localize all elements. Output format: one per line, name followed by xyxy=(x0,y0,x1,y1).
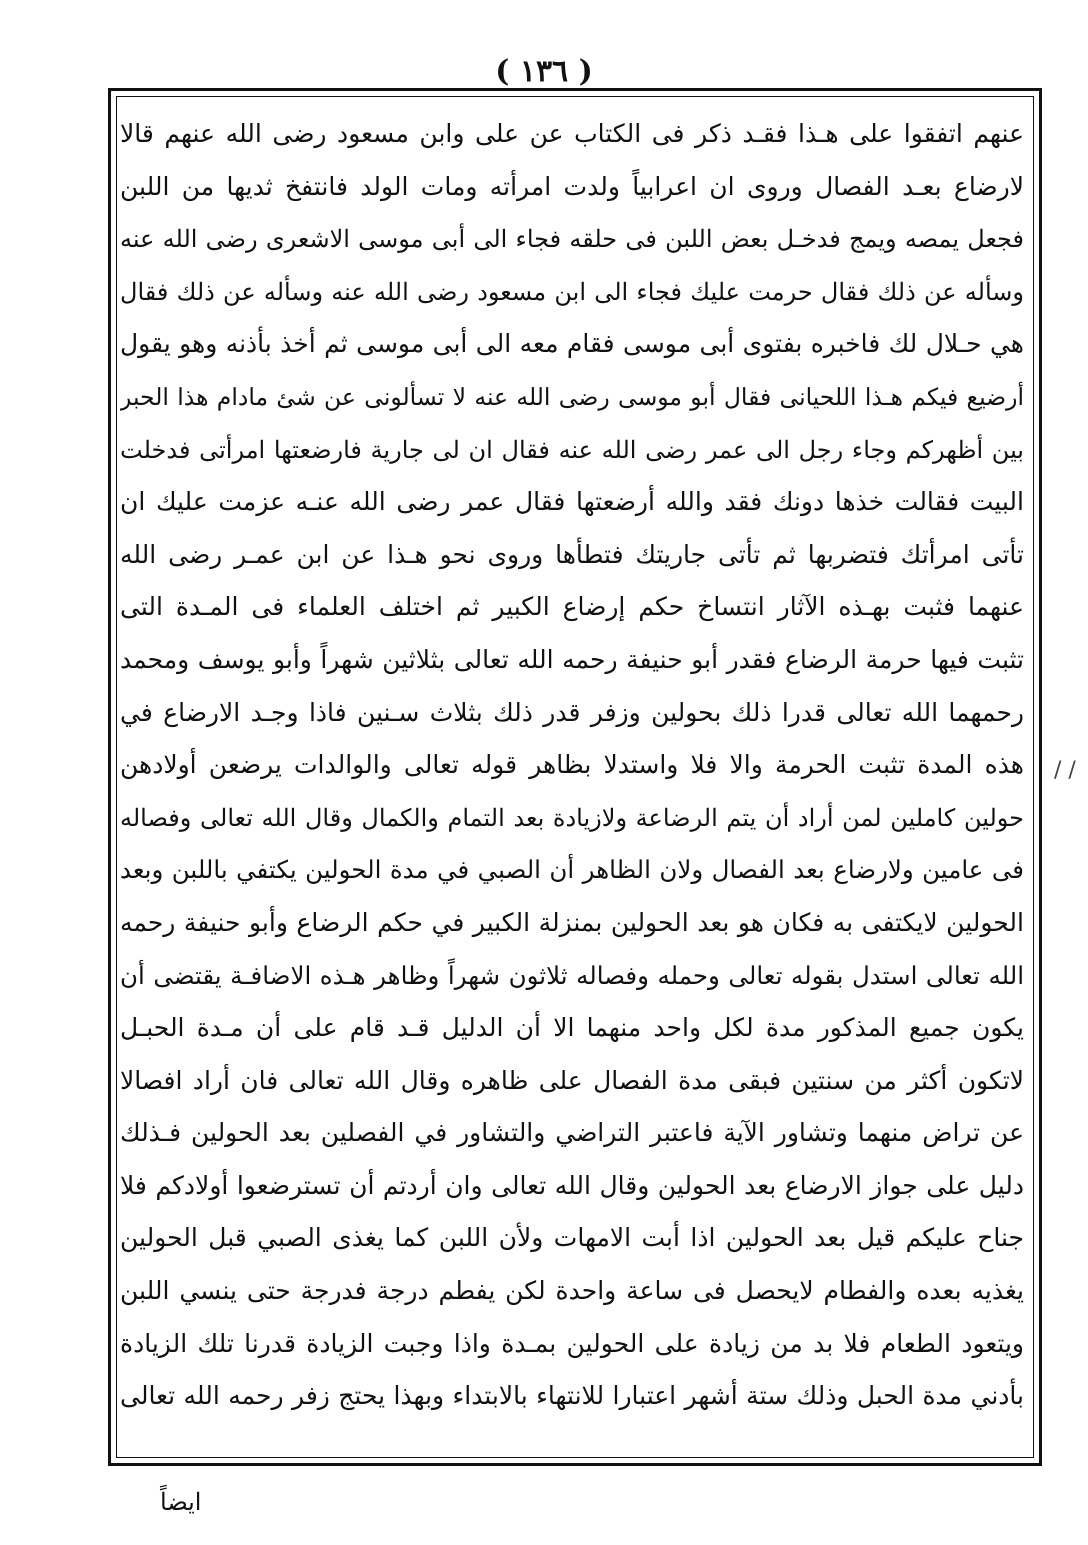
catchword: ايضاً xyxy=(160,1488,202,1516)
text-line-17: الله تعالى استدل بقوله تعالى وحمله وفصاله ثلاثون شهراً وظاهر هـذه الاضافـة يقتضى أن xyxy=(120,960,1024,990)
text-line-20: عن تراض منهما وتشاور الآية فاعتبر التراضي والتشاور في الفصلين بعد الحولين فـذلك xyxy=(120,1118,1024,1148)
text-line-23: يغذيه بعده والفطام لايحصل فى ساعة واحدة لكن يفطم درجة فدرجة حتى ينسي اللبن xyxy=(120,1276,1024,1306)
text-line-25: بأدني مدة الحبل وذلك ستة أشهر اعتبارا للانتهاء بالابتداء وبهذا يحتج زفر رحمه الله تعالى xyxy=(120,1381,1024,1411)
main-text-block xyxy=(120,108,1024,1423)
text-line-9: تأتى امرأتك فتضربها ثم تأتى جاريتك فتطأها وروى نحو هـذا عن ابن عمـر رضى الله xyxy=(120,539,1024,569)
text-line-2: لارضاع بعـد الفصال وروى ان اعرابياً ولدت امرأته ومات الولد فانتفخ ثديها من اللبن xyxy=(120,171,1024,201)
text-line-1: عنهم اتفقوا على هـذا فقـد ذكر فى الكتاب عن على وابن مسعود رضى الله عنهم قالا xyxy=(120,119,1024,148)
text-line-16: الحولين لايكتفى به فكان هو بعد الحولين بمنزلة الكبير في حكم الرضاع وأبو حنيفة رحمه xyxy=(120,907,1024,937)
text-line-6: أرضيع فيكم هـذا اللحيانى فقال أبو موسى رضى الله عنه لا تسألونى عن شئ مادام هذا الحبر xyxy=(120,382,1024,411)
text-line-5: هي حـلال لك فاخبره بفتوى أبى موسى فقام معه الى أبى موسى ثم أخذ بأذنه وهو يقول xyxy=(120,329,1024,359)
text-line-13: هذه المدة تثبت الحرمة والا فلا واستدلا بظاهر قوله تعالى والوالدات يرضعن أولادهن xyxy=(120,750,1024,780)
text-line-15: فى عامين ولارضاع بعد الفصال ولان الظاهر أن الصبي في مدة الحولين يكتفي باللبن وبعد xyxy=(120,855,1024,885)
text-line-21: دليل على جواز الارضاع بعد الحولين وقال الله تعالى وان أردتم أن تسترضعوا أولادكم فلا xyxy=(120,1170,1024,1200)
text-line-12: رحمهما الله تعالى قدرا ذلك بحولين وزفر قدر ذلك بثلاث سـنين فاذا وجـد الارضاع في xyxy=(120,697,1024,727)
text-line-24: ويتعود الطعام فلا بد من زيادة على الحولين بمـدة واذا وجبت الزيادة قدرنا تلك الزيادة xyxy=(120,1328,1024,1358)
text-line-8: البيت فقالت خذها دونك فقد والله أرضعتها فقال عمر رضى الله عنـه عزمت عليك ان xyxy=(120,487,1024,517)
text-line-3: فجعل يمصه ويمج فدخـل بعض اللبن فى حلقه فجاء الى أبى موسى الاشعرى رضى الله عنه xyxy=(120,225,1024,254)
text-line-4: وسأله عن ذلك فقال حرمت عليك فجاء الى ابن مسعود رضى الله عنه وسأله عن ذلك فقال xyxy=(120,277,1024,306)
text-line-7: بين أظهركم وجاء رجل الى عمر رضى الله عنه فقال ان لى جارية فارضعتها امرأتى فدخلت xyxy=(120,435,1024,464)
text-line-19: لاتكون أكثر من سنتين فبقى مدة الفصال على ظاهره وقال الله تعالى فان أراد افصالا xyxy=(120,1065,1024,1095)
text-line-14: حولين كاملين لمن أراد أن يتم الرضاعة ولازيادة بعد التمام والكمال وقال الله تعالى وفصاله xyxy=(120,803,1024,832)
text-line-10: عنهما فثبت بهـذه الآثار انتساخ حكم إرضاع الكبير ثم اختلف العلماء فى المـدة التى xyxy=(120,592,1024,622)
page-number: ( ١٣٦ ) xyxy=(495,54,593,89)
text-line-18: يكون جميع المذكور مدة لكل واحد منهما الا أن الدليل قـد قام على أن مـدة الحبـل xyxy=(120,1013,1024,1043)
text-line-22: جناح عليكم قيل بعد الحولين اذا أبت الامهات ولأن اللبن كما يغذى الصبي قبل الحولين xyxy=(120,1223,1024,1253)
margin-mark: / / xyxy=(1054,758,1076,783)
text-line-11: تثبت فيها حرمة الرضاع فقدر أبو حنيفة رحمه الله تعالى بثلاثين شهراً وأبو يوسف ومحمد xyxy=(120,644,1024,674)
